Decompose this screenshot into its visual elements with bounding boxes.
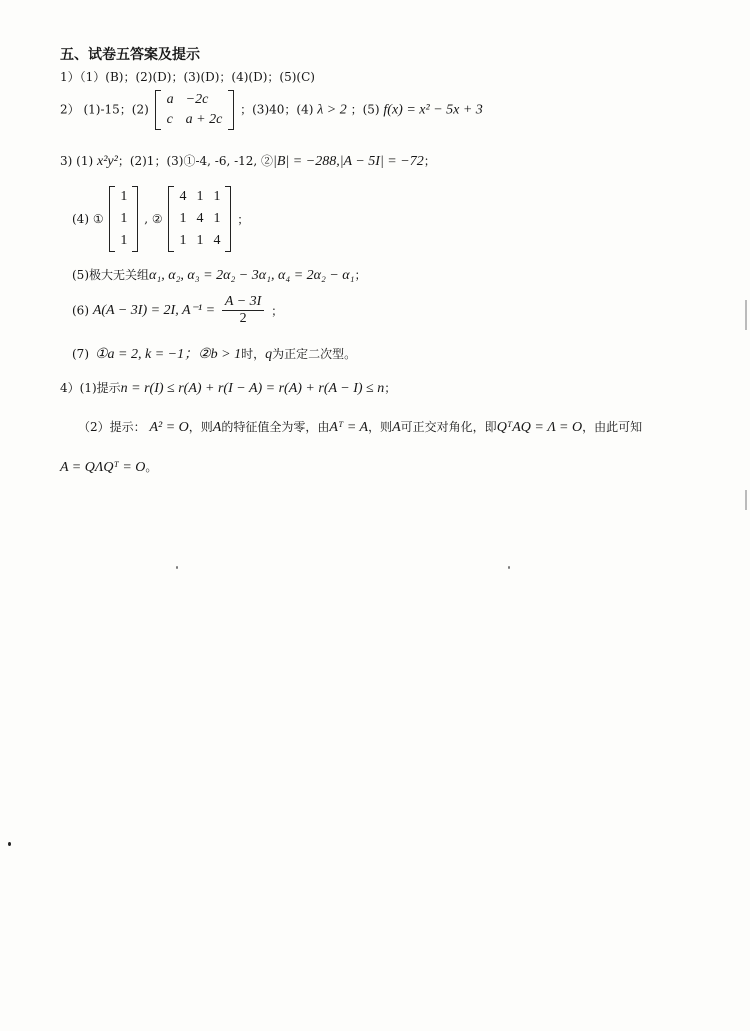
q4-p2-d: 的特征值全为零，由 [221,420,330,434]
q3-matrix3-cell: 4 [213,233,221,248]
q3-p5-label: (5)极大无关组 [72,268,149,282]
q3-vector-entry: 1 [120,211,128,226]
q4-p2-c: A [212,420,222,435]
q4-p1-end: ； [384,381,397,395]
q3-p5-end: ； [354,268,367,282]
q4-part2-line [78,418,642,436]
q3-p7-q: q [265,347,273,362]
q4-p2-k: A = QΛQᵀ = O [60,460,146,475]
q3-part5-line [72,266,367,284]
q3-p5-expr: α₁, α₂, α₃ = 2α₂ − 3α₁, α₄ = 2α₂ − α₁ [149,268,355,283]
q2-matrix-r1c1: a [166,92,174,107]
q3-p7-c: 时， [241,347,266,361]
q3-p6-end: ； [271,304,284,318]
q3-vector-entry: 1 [120,233,128,248]
q3-part7-line [72,343,356,363]
scan-edge-mark [745,490,747,510]
q1-label: 1） [60,70,80,84]
q3-detA5I: |A − 5I| = −72 [339,154,424,169]
q3-p6-expr: A(A − 3I) = 2I, A⁻¹ = [92,303,216,318]
q3-p3a: ①-4, -6, -12, ② [183,154,274,168]
q3-p6-numerator: A − 3I [222,294,264,311]
q3-matrix3-cell: 4 [196,211,204,226]
q3-p6-denominator: 2 [239,311,247,326]
q2-matrix-r2c1: c [166,112,173,127]
q3-matrix3-cell: 1 [196,189,204,204]
q1-text: （1）(B)；(2)(D)；(3)(D)；(4)(D)；(5)(C) [79,70,315,84]
q3-p2: ；(2)1；(3) [117,154,184,168]
q3-p6-label: (6) [72,303,89,318]
q3-p4-label: (4) ① [72,212,104,226]
q3-p6-fraction [222,294,264,327]
q3-p7-d: 为正定二次型。 [272,347,357,361]
q2-lambda: λ > 2 [317,102,347,118]
q3-matrix3-cell: 1 [213,211,221,226]
q3-matrix3-cell: 1 [196,233,204,248]
q4-p2-e: Aᵀ = A [329,420,369,435]
q2-part3: ；(3)40；(4) [240,102,314,117]
q2-part1: (1)-15；(2) [83,102,149,117]
q3-p1-expr: x²y² [96,154,118,169]
q3-matrix3-cell: 1 [213,189,221,204]
q4-p2-l: 。 [145,460,158,474]
q4-p1-label: (1)提示 [79,381,121,395]
q2-matrix-r1c2: −2c [185,92,209,107]
q4-p2-g: A [392,420,401,435]
q4-label: 4） [60,381,80,395]
q3-part4-line [72,186,249,252]
q4-part2-line2 [60,458,157,476]
q3-label: 3) [60,154,73,168]
q4-p2-b: ，则 [188,420,213,434]
q2-part5: ；(5) [350,102,380,117]
q3-vector [109,186,138,252]
q3-p4-end: ； [237,212,250,227]
q4-p2-label: （2）提示： [78,420,146,434]
q3-p4-sep: , ② [144,212,163,226]
scan-speck [176,566,178,569]
q3-vector-entry: 1 [120,189,128,204]
q4-p2-j: ，由此可知 [582,420,643,434]
q4-p2-a: A² = O [149,420,189,435]
q3-line [60,152,436,170]
q4-p2-i: QᵀAQ = Λ = O [496,420,583,435]
q3-part6-line [72,294,283,327]
q2-matrix-r2c2: a + 2c [185,112,223,127]
q2-matrix [155,90,235,130]
q3-p7-a: ①a = 2, k = −1 [95,347,185,362]
q2-label: 2） [60,102,80,117]
q2-line [60,90,483,130]
q3-p1-prefix: (1) [76,154,94,168]
q4-p1-expr: n = r(I) ≤ r(A) + r(I − A) = r(A) + r(A − I) ≤ n [120,381,385,396]
q3-matrix3 [168,186,231,252]
q4-part1-line [60,379,396,397]
q3-detB: |B| = −288, [273,154,340,169]
q4-p2-f: ，则 [368,420,393,434]
q3-matrix3-cell: 4 [179,189,187,204]
q3-end: ； [423,154,436,168]
section-title: 五、试卷五答案及提示 [60,47,200,63]
scan-speck [508,566,510,569]
scan-speck [8,842,11,846]
q2-fx: f(x) = x² − 5x + 3 [383,102,483,118]
q4-p2-h: 可正交对角化，即 [400,420,497,434]
scan-edge-mark [745,300,747,330]
q3-matrix3-cell: 1 [179,211,187,226]
q1-line [60,68,315,85]
q3-p7-b: ；②b > 1 [184,347,242,362]
q3-matrix3-cell: 1 [179,233,187,248]
q3-p7-label: (7) [72,347,89,361]
